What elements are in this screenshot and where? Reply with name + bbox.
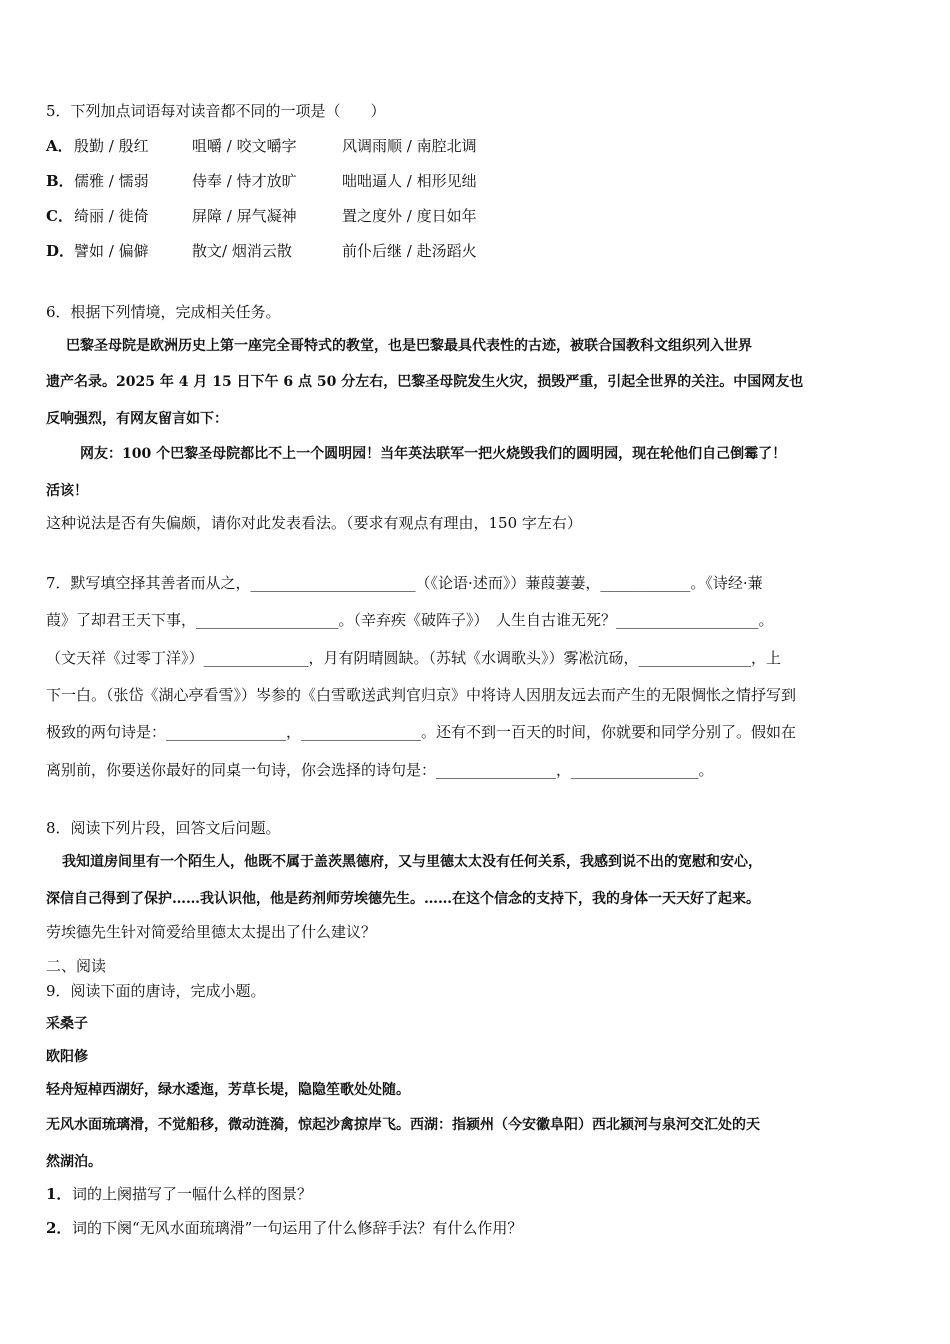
q7-line: 葭》了却君王天下事，___________________。（辛弃疾《破阵子》） 人生自古谁无死？___________________。 (46, 611, 774, 629)
q7-line: （文天祥《过零丁洋》）______________，月有阴晴圆缺。（苏轼《水调歌头》）雾凇沆砀，_______________，上 (46, 649, 782, 667)
q8-passage-line: 我知道房间里有一个陌生人，他既不属于盖茨黑德府，又与里德太太没有任何关系，我感到说不出的宽慰和安心， (62, 854, 762, 870)
q6-passage-line: 遗产名录。2025 年 4 月 15 日下午 6 点 50 分左右，巴黎圣母院发生火灾，损毁严重，引起全世界的关注。中国网友也 (46, 374, 804, 390)
option-item: 譬如 / 偏僻 (74, 242, 149, 260)
poem-line: 然湖泊。 (46, 1154, 102, 1170)
subquestion-number: 2． (46, 1219, 72, 1237)
option-label: D． (46, 242, 75, 260)
option-label: C． (46, 207, 73, 225)
poem-author: 欧阳修 (46, 1049, 88, 1065)
option-item: 前仆后继 / 赴汤蹈火 (342, 242, 477, 260)
q6-comment-line: 网友：100 个巴黎圣母院都比不上一个圆明园！当年英法联军一把火烧毁我们的圆明园，现在轮他们自己倒霉了！ (80, 446, 787, 462)
q5-stem: 5．下列加点词语每对读音都不同的一项是（ ） (46, 102, 386, 120)
q8-passage-line: 深信自己得到了保护……我认识他，他是药剂师劳埃德先生。……在这个信念的支持下，我的身体一天天好了起来。 (46, 891, 760, 907)
q6-task: 这种说法是否有失偏颇，请你对此发表看法。（要求有观点有理由，150 字左右） (46, 514, 582, 532)
subquestion-text: 词的下阕“无风水面琉璃滑”一句运用了什么修辞手法？有什么作用？ (72, 1219, 523, 1237)
poem-line: 无风水面琉璃滑，不觉船移，微动涟漪，惊起沙禽掠岸飞。西湖：指颍州（今安徽阜阳）西北颍河与泉河交汇处的天 (46, 1117, 760, 1133)
subquestion-text: 词的上阕描写了一幅什么样的图景？ (72, 1185, 313, 1203)
option-item: 置之度外 / 度日如年 (342, 207, 477, 225)
poem-line: 轻舟短棹西湖好，绿水逶迤，芳草长堤，隐隐笙歌处处随。 (46, 1082, 410, 1098)
q6-passage-line: 巴黎圣母院是欧洲历史上第一座完全哥特式的教堂，也是巴黎最具代表性的古迹，被联合国教科文组织列入世界 (66, 338, 752, 354)
option-item: 屏障 / 屏气凝神 (192, 207, 297, 225)
option-item: 侍奉 / 恃才放旷 (192, 172, 297, 190)
option-item: 儒雅 / 懦弱 (74, 172, 149, 190)
q6-passage-line: 反响强烈，有网友留言如下： (46, 411, 228, 427)
q7-line: 下一白。（张岱《湖心亭看雪》）岑参的《白雪歌送武判官归京》中将诗人因朋友远去而产生的无限惆怅之情抒写到 (46, 686, 797, 704)
poem-title: 采桑子 (46, 1016, 88, 1032)
option-item: 殷勤 / 殷红 (74, 137, 149, 155)
section-heading: 二、阅读 (46, 957, 107, 975)
q6-stem: 6．根据下列情境，完成相关任务。 (46, 303, 281, 321)
option-item: 风调雨顺 / 南腔北调 (342, 137, 477, 155)
option-item: 咄咄逼人 / 相形见绌 (342, 172, 477, 190)
subquestion-number: 1． (46, 1185, 72, 1203)
option-item: 散文/ 烟消云散 (192, 242, 292, 260)
q6-comment-line: 活该！ (46, 483, 88, 499)
option-item: 绮丽 / 徙倚 (74, 207, 149, 225)
q7-line: 离别前，你要送你最好的同桌一句诗，你会选择的诗句是：________________，_________________。 (46, 761, 714, 779)
option-label: B． (46, 172, 74, 190)
option-label: A． (46, 137, 73, 155)
q7-line: 极致的两句诗是：________________，________________。还有不到一百天的时间，你就要和同学分别了。假如在 (46, 723, 797, 741)
option-item: 咀嚼 / 咬文嚼字 (192, 137, 297, 155)
q8-stem: 8．阅读下列片段，回答文后问题。 (46, 819, 281, 837)
q8-question: 劳埃德先生针对简爱给里德太太提出了什么建议？ (46, 923, 377, 941)
q7-line: 7．默写填空择其善者而从之，______________________（《论语·述而》）蒹葭萋萋，____________。《诗经·蒹 (46, 574, 763, 592)
q9-stem: 9．阅读下面的唐诗，完成小题。 (46, 982, 266, 1000)
